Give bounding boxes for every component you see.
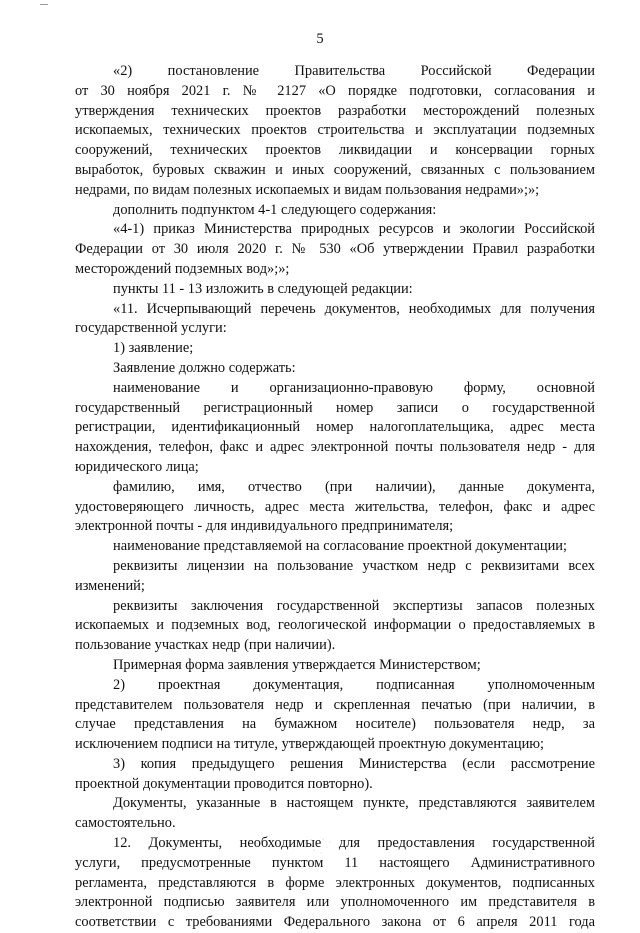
paragraph	[75, 300, 595, 340]
text-line: пользование участках недр (при наличии).	[75, 637, 336, 654]
paragraph	[75, 597, 595, 656]
text-line: 1) заявление;	[113, 340, 194, 357]
text-line: Федерации от 30 июля 2020 г. № 530 «Об утверждении Правил разработки	[75, 241, 595, 258]
scan-corner-mark	[40, 4, 48, 5]
paragraph	[75, 280, 595, 300]
text-line: проектной документации проводится повторно).	[75, 775, 373, 792]
text-line: фамилию, имя, отчество (при наличии), данные документа,	[113, 478, 595, 495]
paragraph	[75, 220, 595, 279]
scan-artifact	[305, 835, 335, 857]
paragraph	[75, 676, 595, 755]
text-line: представителем пользователя недр и скрепленная печатью (при наличии, в	[75, 696, 595, 713]
text-line: ископаемых и подземных вод, геологической информации о предоставляемых в	[75, 617, 595, 634]
text-line: 2) проектная документация, подписанная уполномоченным	[113, 676, 595, 693]
text-line: Примерная форма заявления утверждается Министерством;	[113, 656, 481, 673]
text-line: регистрации, идентификационный номер налогоплательщика, адрес места	[75, 419, 595, 436]
text-line: государственной услуги:	[75, 320, 227, 337]
text-line: «2) постановление Правительства Российской Федерации	[113, 63, 595, 79]
text-line: утверждения технических проектов разработки месторождений полезных	[75, 102, 595, 119]
text-line: «11. Исчерпывающий перечень документов, необходимых для получения	[113, 300, 595, 317]
text-line: выработок, буровых скважин и иных сооружений, связанных с пользованием	[75, 161, 595, 178]
text-line: регламента, представляются в форме электронных документов, подписанных	[75, 874, 595, 891]
text-line: 12. Документы, необходимые для предоставления государственной	[113, 835, 595, 852]
document-body	[75, 62, 595, 933]
text-line: месторождений подземных вод»;»;	[75, 260, 290, 277]
text-line: наименование и организационно-правовую форму, основной	[113, 379, 595, 396]
text-line: 3) копия предыдущего решения Министерства (если рассмотрение	[113, 755, 595, 772]
paragraph	[75, 201, 595, 221]
text-line: электронной почты - для индивидуального предпринимателя;	[75, 518, 454, 535]
paragraph	[75, 656, 595, 676]
text-line: сооружений, технических проектов ликвидации и консервации горных	[75, 142, 595, 159]
text-line: нахождения, телефон, факс и адрес электронной почты пользователя недр - для	[75, 439, 595, 456]
text-line: изменений;	[75, 577, 145, 594]
text-line: самостоятельно.	[75, 815, 176, 832]
paragraph	[75, 62, 595, 201]
paragraph	[75, 359, 595, 379]
text-line: реквизиты заключения государственной экспертизы запасов полезных	[113, 597, 595, 614]
paragraph	[75, 794, 595, 834]
text-line: дополнить подпунктом 4-1 следующего содержания:	[113, 201, 437, 218]
text-line: удостоверяющего личность, адрес места жительства, телефон, факс и адрес	[75, 498, 595, 515]
text-line: Документы, указанные в настоящем пункте, представляются заявителем	[113, 795, 595, 812]
paragraph	[75, 478, 595, 537]
paragraph	[75, 834, 595, 933]
text-line: юридического лица;	[75, 458, 199, 475]
text-line: наименование представляемой на согласование проектной документации;	[113, 538, 567, 555]
text-line: недрами, по видам полезных ископаемых и видам пользования недрами»;»;	[75, 181, 540, 198]
text-line: случае представления на бумажном носителе) пользователя недр, за	[75, 716, 595, 733]
paragraph	[75, 755, 595, 795]
text-line: государственный регистрационный номер записи о государственной	[75, 399, 595, 416]
page-number: 5	[316, 31, 324, 47]
text-line: реквизиты лицензии на пользование участком недр с реквизитами всех	[113, 557, 595, 574]
text-line: «4-1) приказ Министерства природных ресурсов и экологии Российской	[113, 221, 595, 238]
text-line: соответствии с требованиями Федерального закона от 6 апреля 2011 года	[75, 914, 595, 931]
text-line: от 30 ноября 2021 г. № 2127 «О порядке подготовки, согласования и	[75, 82, 595, 99]
paragraph	[75, 557, 595, 597]
paragraph	[75, 379, 595, 478]
text-line: пункты 11 - 13 изложить в следующей редакции:	[113, 280, 413, 297]
text-line: ископаемых, технических проектов строительства и эксплуатации подземных	[75, 122, 595, 139]
paragraph	[75, 339, 595, 359]
text-line: электронной подписью заявителя или уполномоченного им представителя в	[75, 894, 595, 911]
text-line: Заявление должно содержать:	[113, 359, 296, 376]
text-line: услуги, предусмотренные пунктом 11 настоящего Административного	[75, 854, 595, 871]
text-line: исключением подписи на титуле, утверждающей проектную документацию;	[75, 736, 545, 753]
paragraph	[75, 537, 595, 557]
